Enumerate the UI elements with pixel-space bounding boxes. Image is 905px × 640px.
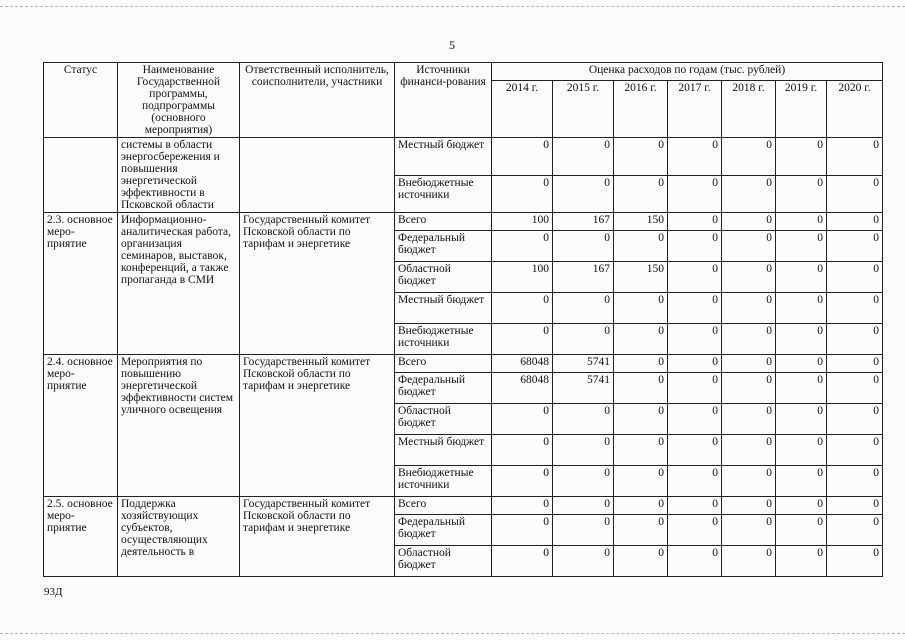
cell-value: 0	[492, 175, 553, 213]
cell-value: 0	[492, 435, 553, 466]
header-name: Наименование Государственной программы, подпрограммы (основного мероприятия)	[118, 63, 240, 138]
cell-value: 68048	[492, 373, 553, 404]
cell-source: Областной бюджет	[395, 262, 492, 293]
header-year: 2020 г.	[827, 80, 883, 137]
page-number: 5	[449, 38, 455, 52]
header-year: 2016 г.	[614, 80, 668, 137]
cell-value: 0	[776, 466, 827, 497]
cell-name: Информационно-аналитическая работа, организация семинаров, выставок, конференций, а также пропаганда в СМИ	[118, 213, 240, 355]
cell-value: 0	[492, 324, 553, 355]
cell-value: 0	[827, 262, 883, 293]
cell-value: 0	[722, 213, 776, 231]
cell-value: 0	[668, 231, 722, 262]
header-responsible: Ответственный исполнитель, соисполнители, участники	[240, 63, 395, 138]
header-sources: Источники финанси-рования	[395, 63, 492, 138]
cell-value: 0	[553, 546, 614, 577]
cell-value: 0	[827, 466, 883, 497]
cell-value: 0	[492, 404, 553, 435]
header-status: Статус	[44, 63, 118, 138]
cell-value: 0	[492, 293, 553, 324]
cell-value: 0	[776, 515, 827, 546]
cell-value: 0	[827, 138, 883, 176]
cell-value: 0	[553, 404, 614, 435]
expenses-table	[43, 62, 883, 577]
cell-value: 0	[668, 138, 722, 176]
cell-value: 0	[614, 466, 668, 497]
cell-source: Федеральный бюджет	[395, 515, 492, 546]
header-year: 2018 г.	[722, 80, 776, 137]
cell-value: 5741	[553, 355, 614, 373]
cell-value: 0	[614, 546, 668, 577]
cell-value: 0	[827, 213, 883, 231]
cell-value: 0	[492, 497, 553, 515]
cell-value: 0	[668, 175, 722, 213]
cell-value: 0	[668, 293, 722, 324]
cell-source: Федеральный бюджет	[395, 373, 492, 404]
cell-source: Местный бюджет	[395, 138, 492, 176]
cell-value: 0	[668, 497, 722, 515]
cell-value: 0	[722, 404, 776, 435]
cell-value: 0	[553, 175, 614, 213]
cell-value: 0	[722, 262, 776, 293]
cell-value: 0	[776, 324, 827, 355]
cell-value: 0	[668, 373, 722, 404]
cell-value: 0	[668, 324, 722, 355]
cell-source: Федеральный бюджет	[395, 231, 492, 262]
table-body	[44, 138, 883, 577]
cell-source: Областной бюджет	[395, 404, 492, 435]
cell-value: 0	[492, 138, 553, 176]
header-year: 2019 г.	[776, 80, 827, 137]
cell-name: Поддержка хозяйствующих субъектов, осуществляющих деятельность в	[118, 497, 240, 577]
cell-value: 0	[668, 213, 722, 231]
cell-value: 0	[668, 515, 722, 546]
cell-value: 0	[722, 546, 776, 577]
cell-value: 0	[776, 546, 827, 577]
cell-value: 0	[614, 373, 668, 404]
cell-status: 2.4. основное меро-приятие	[44, 355, 118, 497]
cell-value: 0	[827, 324, 883, 355]
cell-value: 0	[668, 404, 722, 435]
cell-source: Местный бюджет	[395, 435, 492, 466]
cell-value: 0	[614, 404, 668, 435]
cell-value: 0	[776, 497, 827, 515]
cell-value: 0	[776, 138, 827, 176]
header-year: 2017 г.	[668, 80, 722, 137]
cell-value: 0	[553, 466, 614, 497]
cell-value: 0	[668, 435, 722, 466]
cell-value: 0	[614, 175, 668, 213]
cell-value: 0	[722, 293, 776, 324]
cell-value: 0	[827, 355, 883, 373]
cell-value: 0	[553, 497, 614, 515]
table-row	[44, 138, 883, 176]
cell-value: 0	[614, 231, 668, 262]
cell-value: 0	[776, 404, 827, 435]
cell-responsible	[240, 138, 395, 213]
cell-status: 2.3. основное меро-приятие	[44, 213, 118, 355]
header-expenses-group: Оценка расходов по годам (тыс. рублей)	[492, 63, 883, 81]
cell-source: Внебюджетные источники	[395, 466, 492, 497]
cell-value: 5741	[553, 373, 614, 404]
table-row	[44, 355, 883, 373]
scan-edge-bottom	[0, 633, 905, 634]
cell-value: 0	[614, 355, 668, 373]
cell-value: 0	[827, 515, 883, 546]
cell-value: 0	[722, 497, 776, 515]
cell-value: 0	[614, 293, 668, 324]
cell-source: Внебюджетные источники	[395, 175, 492, 213]
cell-source: Внебюджетные источники	[395, 324, 492, 355]
cell-value: 0	[776, 262, 827, 293]
cell-source: Местный бюджет	[395, 293, 492, 324]
cell-value: 0	[827, 231, 883, 262]
cell-responsible: Государственный комитет Псковской области по тарифам и энергетике	[240, 355, 395, 497]
cell-value: 0	[722, 515, 776, 546]
cell-value: 0	[492, 515, 553, 546]
cell-value: 0	[614, 435, 668, 466]
cell-responsible: Государственный комитет Псковской области по тарифам и энергетике	[240, 497, 395, 577]
cell-source: Всего	[395, 355, 492, 373]
cell-value: 0	[722, 466, 776, 497]
cell-status	[44, 138, 118, 213]
cell-value: 0	[492, 231, 553, 262]
cell-value: 0	[776, 213, 827, 231]
cell-value: 68048	[492, 355, 553, 373]
footer-code: 93Д	[44, 586, 63, 598]
cell-value: 0	[492, 466, 553, 497]
table-row	[44, 497, 883, 515]
cell-value: 0	[553, 324, 614, 355]
cell-value: 0	[827, 404, 883, 435]
cell-value: 0	[722, 138, 776, 176]
cell-value: 0	[827, 293, 883, 324]
header-year: 2014 г.	[492, 80, 553, 137]
cell-value: 0	[614, 497, 668, 515]
cell-value: 0	[722, 231, 776, 262]
cell-value: 0	[668, 262, 722, 293]
cell-value: 0	[722, 373, 776, 404]
cell-value: 0	[553, 435, 614, 466]
cell-value: 100	[492, 262, 553, 293]
cell-name: Мероприятия по повышению энергетической эффективности систем уличного освещения	[118, 355, 240, 497]
cell-value: 0	[722, 435, 776, 466]
cell-source: Всего	[395, 497, 492, 515]
cell-value: 0	[553, 138, 614, 176]
cell-responsible: Государственный комитет Псковской области по тарифам и энергетике	[240, 213, 395, 355]
cell-value: 0	[776, 355, 827, 373]
header-year: 2015 г.	[553, 80, 614, 137]
table-row	[44, 213, 883, 231]
cell-value: 0	[722, 175, 776, 213]
cell-value: 0	[553, 293, 614, 324]
cell-value: 0	[722, 355, 776, 373]
cell-value: 150	[614, 262, 668, 293]
cell-value: 0	[827, 435, 883, 466]
cell-value: 0	[776, 293, 827, 324]
cell-value: 0	[722, 324, 776, 355]
cell-value: 0	[776, 435, 827, 466]
cell-value: 0	[553, 231, 614, 262]
cell-value: 0	[827, 373, 883, 404]
cell-value: 0	[776, 373, 827, 404]
cell-value: 0	[614, 324, 668, 355]
cell-value: 0	[492, 546, 553, 577]
cell-value: 0	[614, 138, 668, 176]
cell-value: 0	[668, 355, 722, 373]
cell-source: Областной бюджет	[395, 546, 492, 577]
cell-name: системы в области энергосбережения и повышения энергетической эффективности в Псковской области	[118, 138, 240, 213]
cell-value: 150	[614, 213, 668, 231]
cell-value: 167	[553, 262, 614, 293]
scan-edge-top	[0, 6, 905, 7]
cell-value: 0	[553, 515, 614, 546]
cell-value: 167	[553, 213, 614, 231]
cell-value: 100	[492, 213, 553, 231]
cell-value: 0	[776, 231, 827, 262]
cell-status: 2.5. основное меро-приятие	[44, 497, 118, 577]
cell-value: 0	[776, 175, 827, 213]
cell-value: 0	[827, 546, 883, 577]
cell-source: Всего	[395, 213, 492, 231]
cell-value: 0	[614, 515, 668, 546]
cell-value: 0	[827, 497, 883, 515]
cell-value: 0	[827, 175, 883, 213]
cell-value: 0	[668, 546, 722, 577]
cell-value: 0	[668, 466, 722, 497]
